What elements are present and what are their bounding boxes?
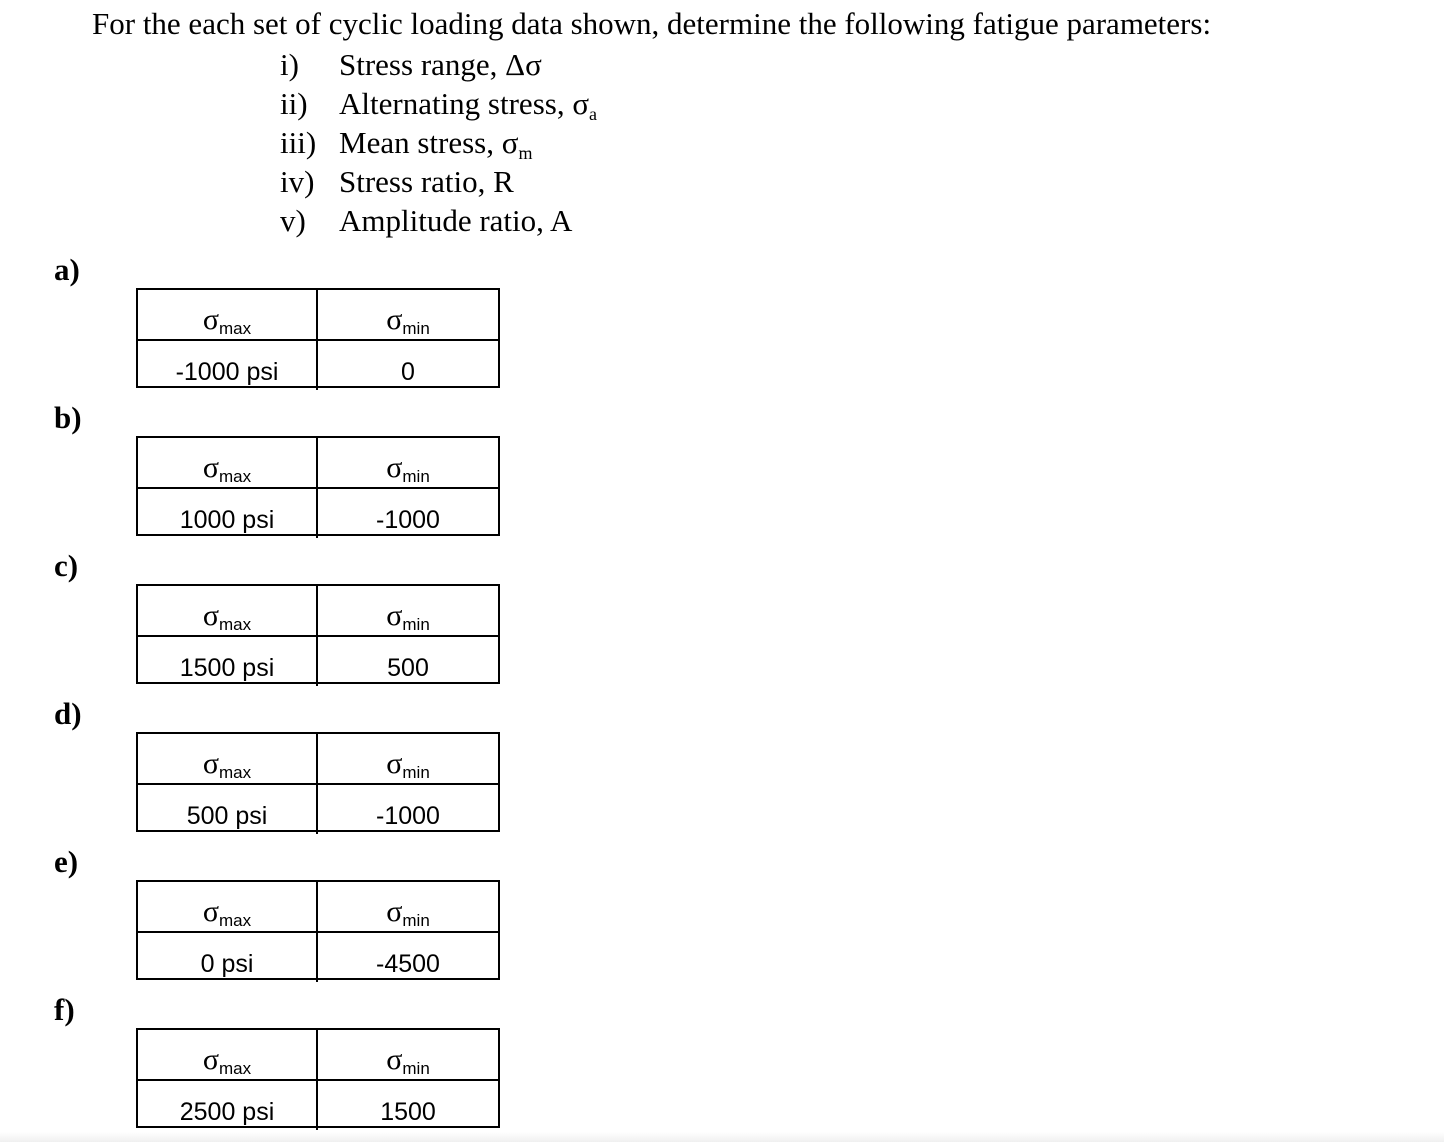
sigma-max-value: 1000 psi (138, 489, 318, 538)
loading-table-a (136, 288, 500, 388)
part-label-f: f) (54, 992, 75, 1027)
sigma-max-value: 1500 psi (138, 637, 318, 686)
part-label-b: b) (54, 400, 82, 435)
table-header-row (138, 586, 498, 637)
loading-table-d (136, 732, 500, 832)
sigma-min-value: -1000 (376, 506, 440, 534)
table-header-row (138, 882, 498, 933)
sigma-max-header: σ max (138, 1030, 318, 1079)
table-header-row (138, 438, 498, 489)
parameter-list (280, 45, 597, 240)
sigma-min-header: σ min (386, 451, 430, 486)
parameter-item (280, 123, 597, 162)
loading-table-f (136, 1028, 500, 1128)
sigma-min-header: σ min (386, 599, 430, 634)
parameter-item (280, 201, 597, 240)
table-value-row (138, 341, 498, 390)
sigma-min-value: -4500 (376, 950, 440, 978)
part-label-e: e) (54, 844, 79, 879)
part-label-c: c) (54, 548, 79, 583)
parameter-item (280, 45, 597, 84)
sigma-max-header: σ max (138, 734, 318, 783)
table-value-row (138, 637, 498, 686)
sigma-max-value: 500 psi (138, 785, 318, 834)
cropped-heading-remnant (86, 0, 236, 2)
table-header-row (138, 734, 498, 785)
parameter-text: Alternating stress, $\sigma_a$ (339, 86, 598, 124)
sigma-max-header: σ max (138, 586, 318, 635)
sigma-max-header: σ max (138, 290, 318, 339)
table-header-row (138, 290, 498, 341)
table-value-row (138, 785, 498, 834)
parameter-number: ii) (280, 86, 308, 121)
parameter-text: Stress ratio, R (339, 164, 514, 199)
loading-table-e (136, 880, 500, 980)
loading-table-c (136, 584, 500, 684)
sigma-min-value: 1500 (380, 1098, 436, 1126)
table-value-row (138, 1081, 498, 1130)
sigma-min-value: -1000 (376, 802, 440, 830)
sigma-max-value: 0 psi (138, 933, 318, 982)
parameter-number: iii) (280, 125, 317, 160)
sigma-max-value: -1000 psi (138, 341, 318, 390)
problem-intro: For the each set of cyclic loading data shown, determine the following fatigue parameters: (92, 6, 1212, 41)
parameter-item (280, 162, 597, 201)
sigma-max-header: σ max (138, 438, 318, 487)
parameter-text: Stress range, Δσ (339, 47, 542, 82)
sigma-min-header: σ min (386, 747, 430, 782)
parameter-item (280, 84, 597, 123)
sigma-min-value: 0 (401, 358, 415, 386)
loading-table-b (136, 436, 500, 536)
part-label-a: a) (54, 252, 80, 287)
page-bottom-edge (0, 1132, 1444, 1142)
part-label-d: d) (54, 696, 82, 731)
sigma-max-header: σ max (138, 882, 318, 931)
parameter-number: v) (280, 203, 306, 238)
sigma-min-header: σ min (386, 303, 430, 338)
sigma-min-header: σ min (386, 895, 430, 930)
table-value-row (138, 933, 498, 982)
sigma-min-header: σ min (386, 1043, 430, 1078)
parameter-number: i) (280, 47, 299, 82)
sigma-min-value: 500 (387, 654, 429, 682)
table-value-row (138, 489, 498, 538)
parameter-number: iv) (280, 164, 315, 199)
parameter-text: Amplitude ratio, A (339, 203, 573, 238)
parameter-text: Mean stress, $\sigma_m$ (339, 125, 533, 163)
sigma-max-value: 2500 psi (138, 1081, 318, 1130)
table-header-row (138, 1030, 498, 1081)
